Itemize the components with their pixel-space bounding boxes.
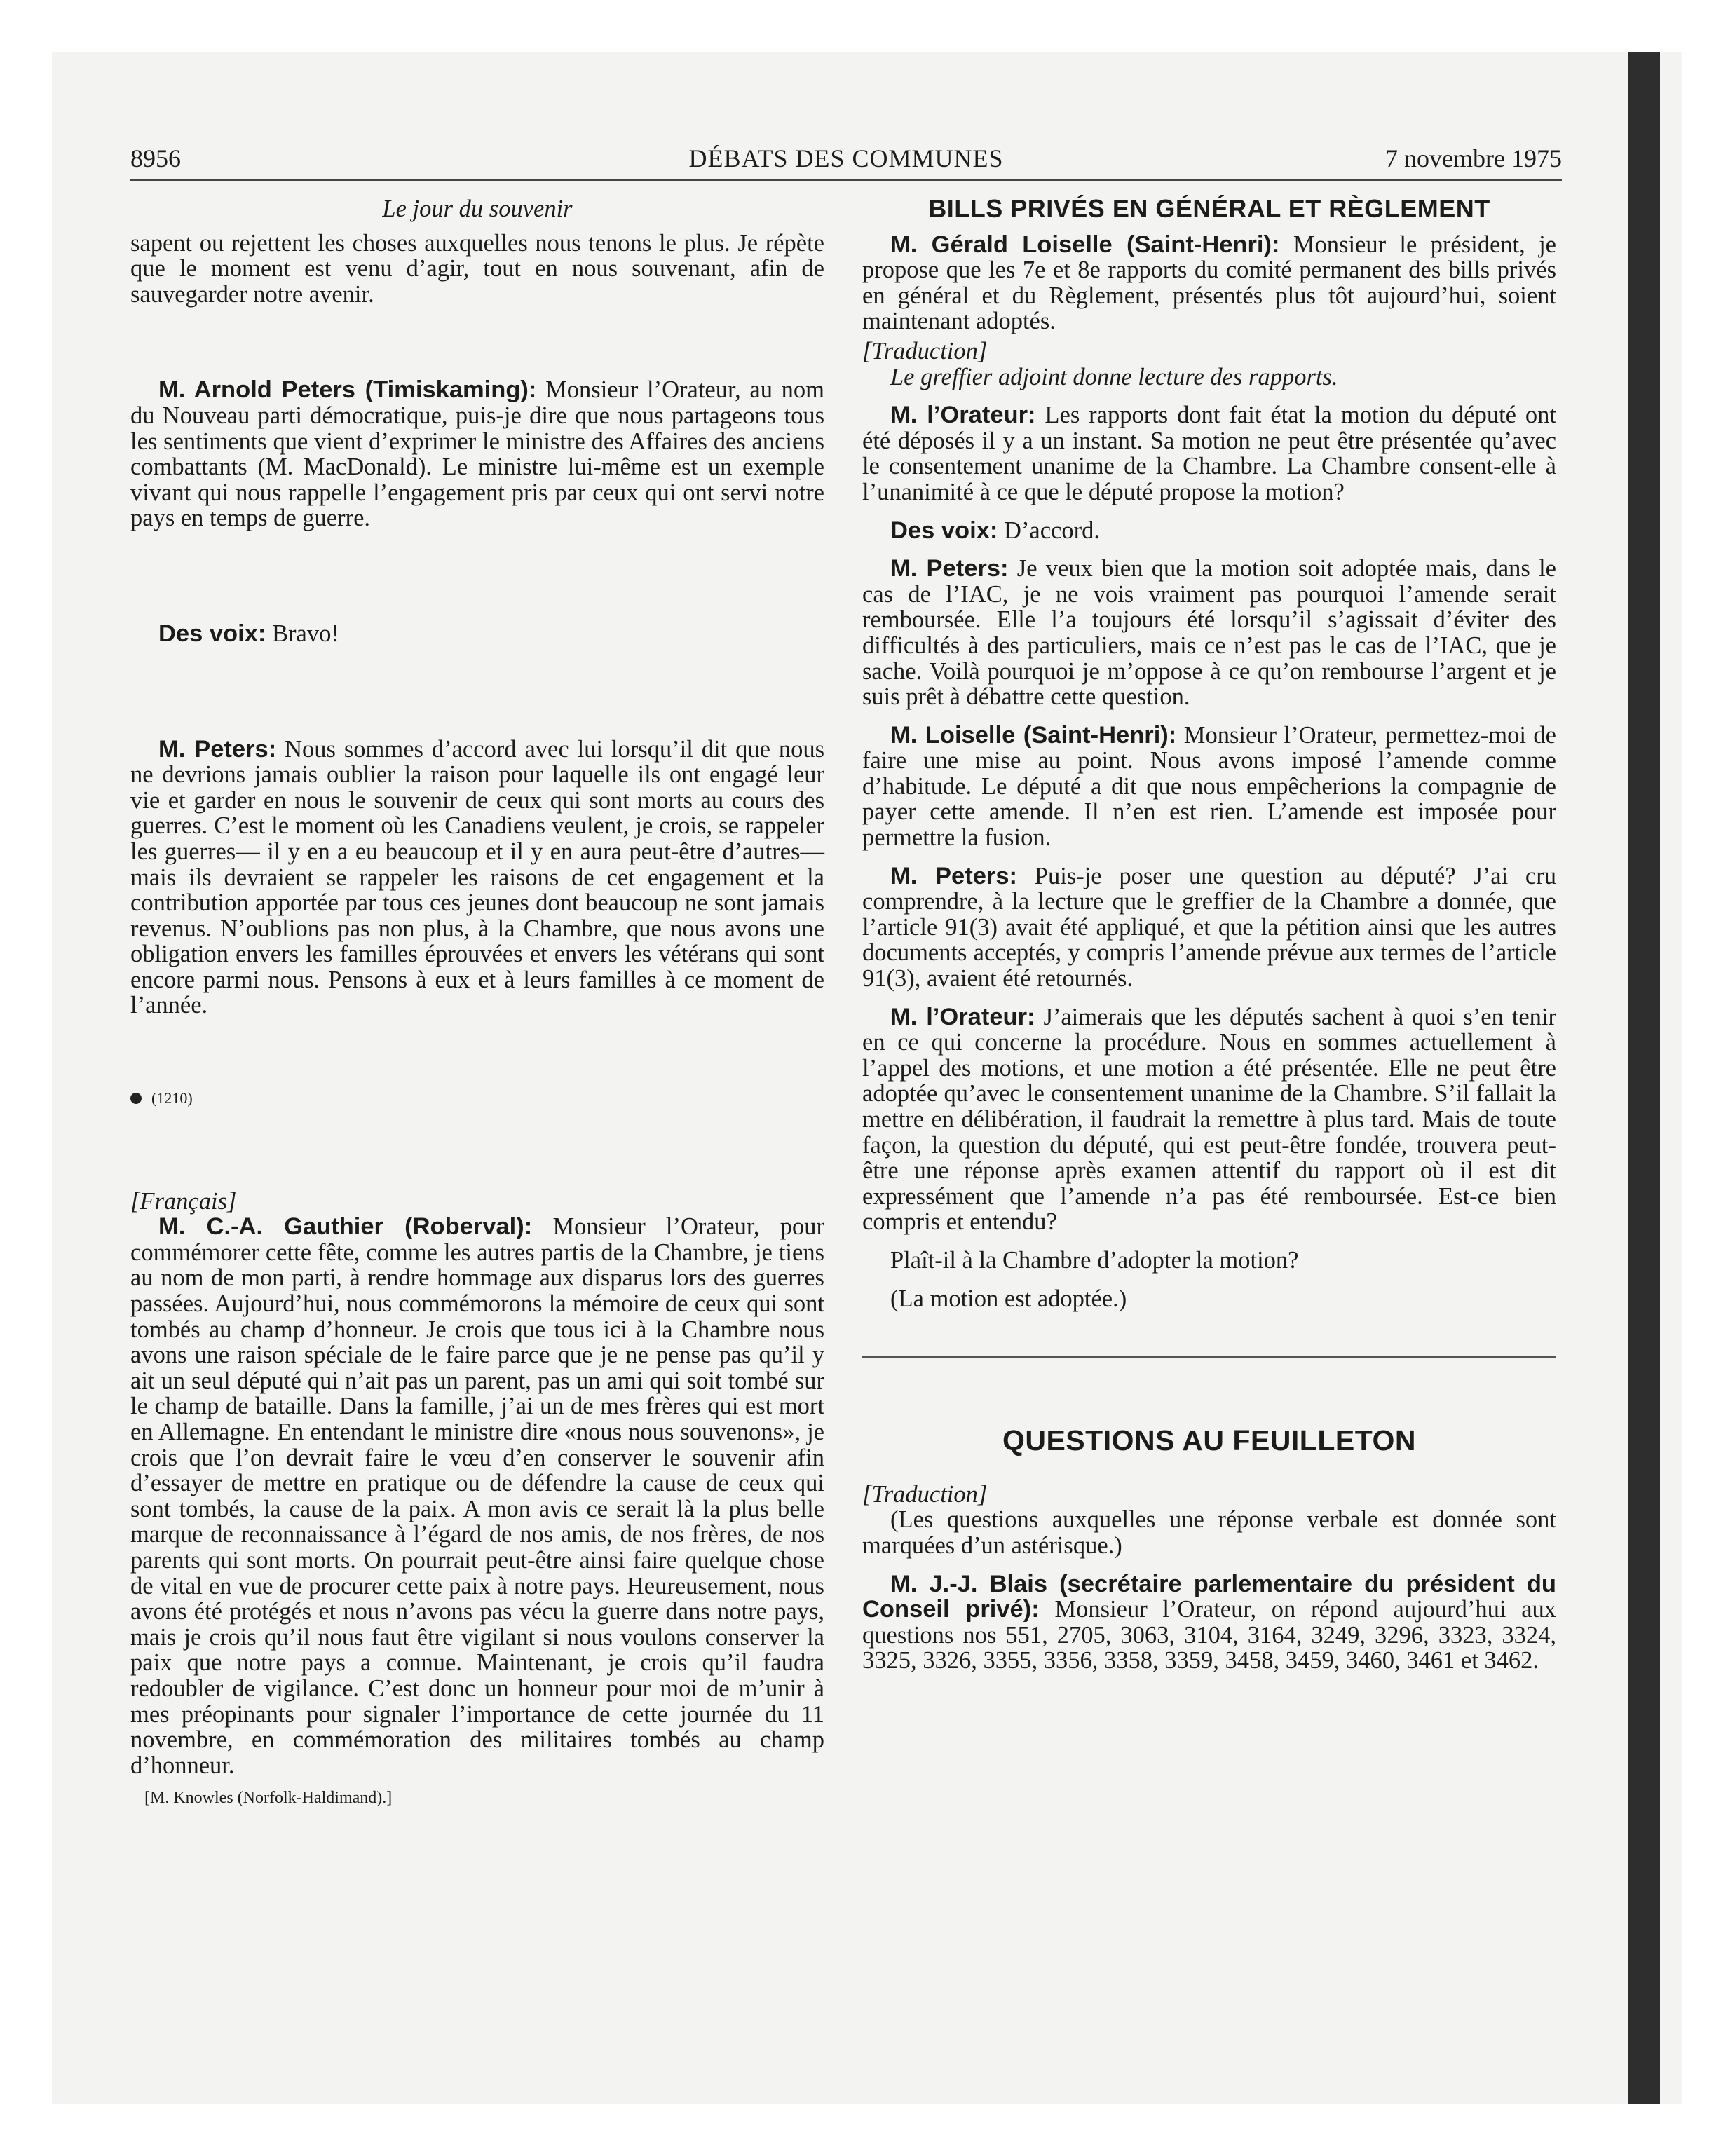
- translation-marker: [Traduction]: [862, 1480, 988, 1508]
- speech-peters-2: M. Peters: Nous sommes d’accord avec lui lorsqu’il dit que nous ne devrions jamais oublier la raison pour laquelle ils ont engagé leur vie et garder en nous le souvenir de ceux qui sont morts au cours des guerres. C’est le moment où les Canadiens veulent, je crois, se rappeler les guerres— il y en a eu beaucoup et il y en aura peut-être d’autres— mais ils devraient se rappeler les raisons de cet engagement et la contribution apportée par tous ces jeunes dont beaucoup ne sont jamais revenus. N’oublions pas non plus, à la Chambre, que nous avons une obligation envers les familles éprouvées et envers les vétérans qui sont encore parmi nous. Pensons à eux et à leurs familles à ce moment de l’année.: [130, 735, 824, 1019]
- motion-question: Plaît-il à la Chambre d’adopter la motion?: [890, 1246, 1299, 1274]
- speech-voices: Des voix: Bravo!: [158, 620, 339, 647]
- speaker-name: M. Peters:: [890, 862, 1018, 889]
- clerk-note: Le greffier adjoint donne lecture des rapports.: [890, 363, 1338, 390]
- paragraph: sapent ou rejettent les choses auxquelles nous tenons le plus. Je répète que le moment est venu d’agir, tout en nous souvenant, afin de sauvegarder notre avenir.: [130, 229, 824, 308]
- speaker-name: M. J.-J. Blais (secrétaire parlementaire du président du Conseil privé):: [862, 1570, 1556, 1623]
- language-marker: [Français]: [130, 1187, 237, 1215]
- running-head: Le jour du souvenir: [382, 196, 573, 222]
- bullet-icon: [130, 1093, 142, 1104]
- questions-note: (Les questions auxquelles une réponse verbale est donnée sont marquées d’un astérisque.): [862, 1506, 1556, 1559]
- speaker-name: M. Peters:: [890, 555, 1009, 582]
- speech-loiselle-1: M. Gérald Loiselle (Saint-Henri): Monsieur le président, je propose que les 7e et 8e rapports du comité permanent des bills privés en général et du Règlement, présentés plus tôt aujourd’hui, soient maintenant adoptés.: [862, 231, 1556, 335]
- speaker-name: Des voix:: [158, 620, 266, 647]
- speaker-name: M. l’Orateur:: [890, 402, 1036, 429]
- speaker-name: M. C.-A. Gauthier (Roberval):: [158, 1213, 533, 1241]
- scan-edge-bar: [1628, 52, 1660, 2104]
- speech-voices-2: Des voix: D’accord.: [890, 517, 1100, 544]
- speech-blais: M. J.-J. Blais (secrétaire parlementaire du président du Conseil privé): Monsieur l’Orateur, on répond aujourd’hui aux questions nos 551, 2705, 3063, 3104, 3164, 3249, 3296, 3323, 3324, 3325, 3326, 3355, 3356, 3358, 3359, 3458, 3459, 3460, 3461 et 3462.: [862, 1570, 1557, 1674]
- speech-peters-4: M. Peters: Puis-je poser une question au député? J’ai cru comprendre, à la lecture que le greffier de la Chambre a donnée, que l’article 91(3) avait été appliqué, et que la pétition ainsi que les autres documents acceptés, y compris l’amende prévue aux termes de l’article 91(3), avaient été retournés.: [862, 862, 1556, 992]
- speech-peters-1: M. Arnold Peters (Timiskaming): Monsieur l’Orateur, au nom du Nouveau parti démocratique, puis-je dire que nous partageons tous les sentiments que vient d’exprimer le ministre des Affaires des anciens combattants (M. MacDonald). Le ministre lui-même est un exemple vivant qui nous rappelle l’engagement pris par ceux qui ont servi notre pays en temps de guerre.: [130, 376, 824, 532]
- left-column: [130, 196, 824, 2026]
- speech-gauthier: M. C.-A. Gauthier (Roberval): Monsieur l’Orateur, pour commémorer cette fête, comme les autres partis de la Chambre, je tiens au nom de mon parti, à rendre hommage aux disparus lors des guerres passées. Aujourd’hui, nous commémorons la mémoire de ceux qui sont tombés au champ d’honneur. Je crois que tous ici à la Chambre nous avons une raison spéciale de le faire parce que je ne pense pas qu’il y ait un seul député qui n’ait pas un parent, pas un ami qui soit tombé sur le champ de bataille. Dans la famille, j’ai un de mes frères qui est mort en Allemagne. En entendant le ministre dire «nous nous souvenons», je crois que l’on devrait faire le vœu d’en conserver le souvenir afin d’essayer de mettre en pratique ou de défendre la cause de ceux qui sont tombés, la cause de la paix. A mon avis ce serait là la plus belle marque de reconnaissance à l’égard de nos amis, de nos frères, de nos parents qui sont morts. On pourrait peut-être ainsi faire quelque chose de vital en vue de procurer cette paix à notre pays. Heureusement, nous avons été protégés et nous n’avons pas vécu la guerre dans notre pays, mais je crois qu’il nous faut être vigilant si nous voulons conserver la paix que notre pays a connue. Maintenant, je crois qu’il faudra redoubler de vigilance. C’est donc un honneur pour moi de m’unir à mes préopinants pour signaler l’importance de cette journée du 11 novembre, en commémoration des militaires tombés au champ d’honneur.: [130, 1213, 824, 1779]
- right-column: [862, 196, 1556, 2026]
- section-divider: [862, 1356, 1556, 1358]
- motion-adopted: (La motion est adoptée.): [890, 1285, 1127, 1312]
- translation-marker: [Traduction]: [862, 337, 988, 364]
- page-date: 7 novembre 1975: [1385, 144, 1562, 172]
- speech-speaker-1: M. l’Orateur: Les rapports dont fait état la motion du député ont été déposés il y a un instant. Sa motion ne peut être présentée qu’avec le consentement unanime de la Chambre. La Chambre consent-elle à l’unanimité à ce que le député propose la motion?: [862, 402, 1556, 505]
- speaker-name: M. Peters:: [158, 735, 277, 763]
- speaker-name: Des voix:: [890, 517, 998, 544]
- time-marker: (1210): [130, 1086, 824, 1112]
- speech-loiselle-2: M. Loiselle (Saint-Henri): Monsieur l’Orateur, permettez-moi de faire une mise au point. Nous avons imposé l’amende comme d’habitude. Le député a dit que nous empêcherions la compagnie de payer cette amende. Il n’en est rien. L’amende est imposée pour permettre la fusion.: [862, 721, 1556, 852]
- page-number: 8956: [130, 144, 181, 172]
- chair-note: [M. Knowles (Norfolk-Haldimand).]: [144, 1789, 393, 1808]
- speaker-name: M. Loiselle (Saint-Henri):: [890, 721, 1177, 749]
- speaker-name: M. Gérald Loiselle (Saint-Henri):: [890, 231, 1280, 258]
- publication-title: DÉBATS DES COMMUNES: [688, 144, 1004, 172]
- page-header: [130, 137, 1562, 181]
- section-heading-questions: QUESTIONS AU FEUILLETON: [1002, 1424, 1417, 1457]
- speech-speaker-2: M. l’Orateur: J’aimerais que les députés sachent à quoi s’en tenir en ce qui concerne la procédure. Nous en sommes actuellement à l’appel des motions, et une motion a été présentée. Elle ne peut être adoptée qu’avec le consentement unanime de la Chambre. S’il fallait la mettre en délibération, il faudrait la remettre à plus tard. Mais de toute façon, la question du député, qui est peut-être fondée, trouvera peut-être une réponse après examen attentif du rapport où il est dit expressément que l’amende n’a pas été remboursée. Est-ce bien compris et entendu?: [862, 1003, 1557, 1236]
- speaker-name: M. l’Orateur:: [890, 1003, 1035, 1030]
- speech-peters-3: M. Peters: Je veux bien que la motion soit adoptée mais, dans le cas de l’IAC, je ne vois vraiment pas pourquoi l’amende serait remboursée. Elle l’a toujours été lorsqu’il s’agissait d’éviter des difficultés à des particuliers, mais ce n’est pas le cas de l’IAC, que je sache. Voilà pourquoi je m’oppose à ce qu’on rembourse l’argent et je suis prêt à débattre cette question.: [862, 555, 1556, 711]
- section-heading-bills: BILLS PRIVÉS EN GÉNÉRAL ET RÈGLEMENT: [928, 194, 1490, 223]
- speaker-name: M. Arnold Peters (Timiskaming):: [158, 376, 537, 404]
